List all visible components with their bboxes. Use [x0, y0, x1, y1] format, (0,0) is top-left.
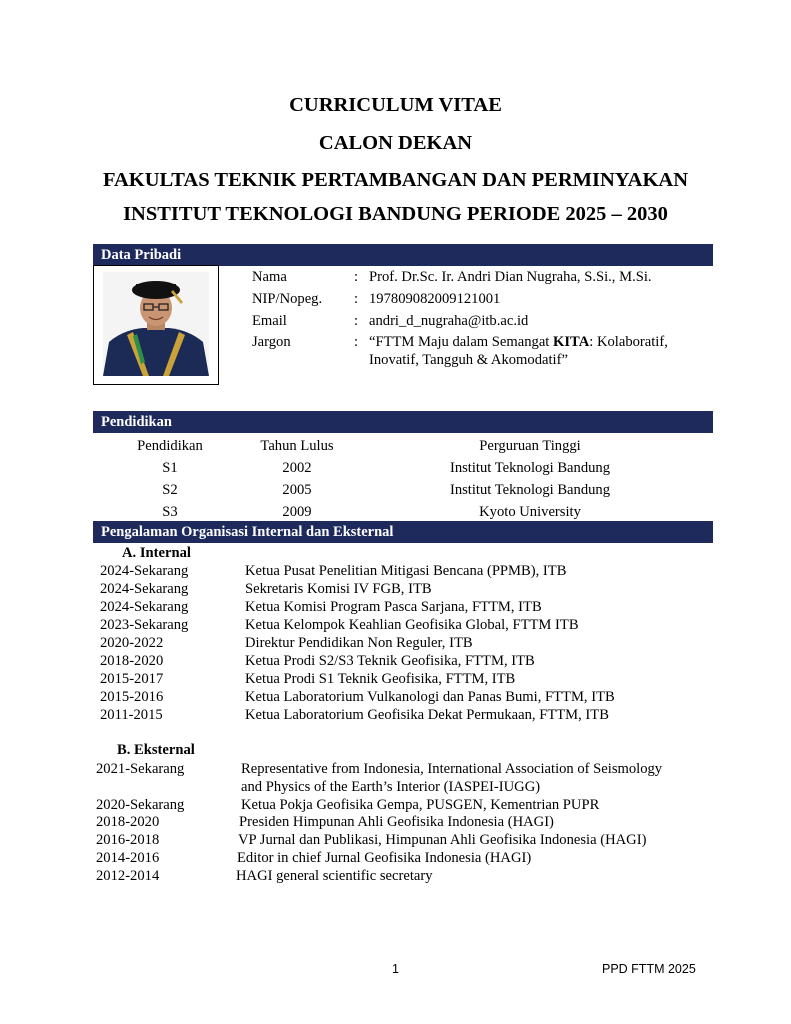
internal-role: Sekretaris Komisi IV FGB, ITB — [245, 581, 432, 597]
internal-period: 2020-2022 — [100, 635, 164, 651]
field-label-nip: NIP/Nopeg. — [252, 291, 323, 307]
edu-header-year: Tahun Lulus — [260, 438, 334, 454]
section-bar-organization: Pengalaman Organisasi Internal dan Eksternal — [93, 521, 713, 543]
field-value-jargon-line2: Inovatif, Tangguh & Akomodatif” — [369, 352, 568, 368]
internal-period: 2018-2020 — [100, 653, 164, 669]
external-period: 2021-Sekarang — [96, 761, 185, 777]
edu-header-school: Perguruan Tinggi — [479, 438, 581, 454]
edu-year: 2009 — [282, 504, 312, 520]
internal-role: Ketua Prodi S2/S3 Teknik Geofisika, FTTM, ITB — [245, 653, 535, 669]
internal-role: Ketua Prodi S1 Teknik Geofisika, FTTM, ITB — [245, 671, 516, 687]
internal-period: 2024-Sekarang — [100, 599, 189, 615]
field-label-email: Email — [252, 313, 287, 329]
field-colon: : — [354, 313, 359, 329]
edu-school: Kyoto University — [479, 504, 581, 520]
field-colon: : — [354, 269, 359, 285]
section-bar-education: Pendidikan — [93, 411, 713, 433]
edu-school: Institut Teknologi Bandung — [449, 460, 611, 476]
edu-level: S1 — [162, 460, 178, 476]
field-value-jargon — [369, 333, 668, 351]
field-colon: : — [354, 291, 359, 307]
internal-period: 2011-2015 — [100, 707, 163, 723]
faculty-title: FAKULTAS TEKNIK PERTAMBANGAN DAN PERMINYAKAN — [102, 169, 689, 191]
external-role: VP Jurnal dan Publikasi, Himpunan Ahli Geofisika Indonesia (HAGI) — [238, 832, 647, 848]
internal-period: 2015-2016 — [100, 689, 164, 705]
external-role: Representative from Indonesia, International Association of Seismology — [241, 761, 663, 777]
internal-role: Direktur Pendidikan Non Reguler, ITB — [245, 635, 473, 651]
jargon-post: : Kolaboratif, — [589, 334, 668, 350]
internal-role: Ketua Laboratorium Vulkanologi dan Panas Bumi, FTTM, ITB — [245, 689, 615, 705]
external-role-line2: and Physics of the Earth’s Interior (IASPEI-IUGG) — [241, 779, 541, 795]
edu-year: 2005 — [282, 482, 312, 498]
internal-role: Ketua Laboratorium Geofisika Dekat Permukaan, FTTM, ITB — [245, 707, 609, 723]
field-label-name: Nama — [252, 269, 287, 285]
field-value-name: Prof. Dr.Sc. Ir. Andri Dian Nugraha, S.Si., M.Si. — [369, 269, 652, 285]
position-title: CALON DEKAN — [318, 132, 473, 154]
external-role: Editor in chief Jurnal Geofisika Indonesia (HAGI) — [237, 850, 532, 866]
edu-level: S3 — [162, 504, 178, 520]
field-label-jargon: Jargon — [252, 334, 291, 350]
edu-header-level: Pendidikan — [137, 438, 203, 454]
internal-subtitle: A. Internal — [122, 545, 191, 561]
external-role: Presiden Himpunan Ahli Geofisika Indonesia (HAGI) — [239, 814, 554, 830]
internal-period: 2023-Sekarang — [100, 617, 189, 633]
field-value-email: andri_d_nugraha@itb.ac.id — [369, 313, 529, 329]
internal-period: 2024-Sekarang — [100, 563, 189, 579]
jargon-bold: KITA — [553, 334, 590, 350]
external-role: HAGI general scientific secretary — [236, 868, 433, 884]
internal-period: 2015-2017 — [100, 671, 164, 687]
edu-year: 2002 — [282, 460, 312, 476]
cv-title: CURRICULUM VITAE — [289, 94, 502, 116]
external-period: 2012-2014 — [96, 868, 160, 884]
external-period: 2018-2020 — [96, 814, 160, 830]
section-bar-personal: Data Pribadi — [93, 244, 713, 266]
edu-level: S2 — [162, 482, 178, 498]
profile-photo — [93, 265, 219, 385]
internal-role: Ketua Komisi Program Pasca Sarjana, FTTM, ITB — [245, 599, 542, 615]
internal-role: Ketua Kelompok Keahlian Geofisika Global, FTTM ITB — [245, 617, 579, 633]
internal-role: Ketua Pusat Penelitian Mitigasi Bencana (PPMB), ITB — [245, 563, 567, 579]
external-role: Ketua Pokja Geofisika Gempa, PUSGEN, Kementrian PUPR — [241, 797, 600, 813]
edu-school: Institut Teknologi Bandung — [449, 482, 611, 498]
external-period: 2014-2016 — [96, 850, 160, 866]
footer-doc-label: PPD FTTM 2025 — [602, 962, 696, 976]
person-portrait-icon — [103, 272, 209, 376]
page-number: 1 — [392, 962, 399, 976]
field-value-nip: 197809082009121001 — [369, 291, 501, 307]
field-colon: : — [354, 334, 359, 350]
institute-period-title: INSTITUT TEKNOLOGI BANDUNG PERIODE 2025 – 2030 — [123, 203, 668, 225]
external-period: 2016-2018 — [96, 832, 160, 848]
external-subtitle: B. Eksternal — [117, 742, 195, 758]
jargon-pre: “FTTM Maju dalam Semangat — [369, 334, 554, 350]
internal-period: 2024-Sekarang — [100, 581, 189, 597]
external-period: 2020-Sekarang — [96, 797, 185, 813]
